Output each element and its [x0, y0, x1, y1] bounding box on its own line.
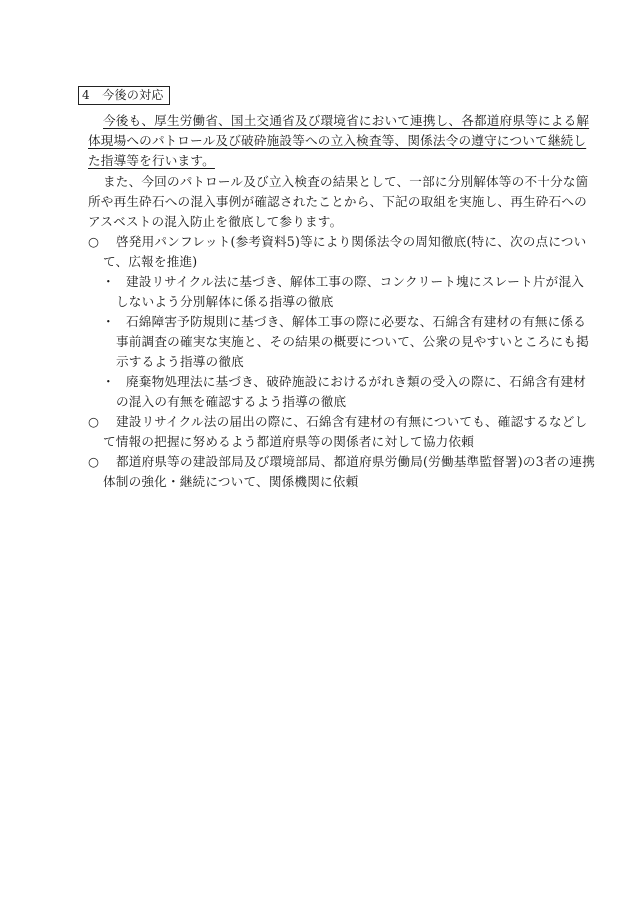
paragraph2-line-1: また、今回のパトロール及び立入検査の結果として、一部に分別解体等の不十分な箇	[103, 174, 589, 189]
subitem-1-marker: ・	[102, 274, 115, 289]
item-2-marker: ○	[88, 414, 99, 429]
subitem-2-line-1: 石綿障害予防規則に基づき、解体工事の際に必要な、石綿含有建材の有無に係る	[126, 314, 587, 329]
subitem-2-line-2: 事前調査の確実な実施と、その結果の概要について、公衆の見やすいところにも掲	[116, 334, 589, 349]
intro-line-1: 今後も、厚生労働省、国土交通省及び環境省において連携し、各都道府県等による解	[103, 113, 590, 128]
intro-line-2: 体現場へのパトロール及び破砕施設等への立入検査等、関係法令の遵守について継続し	[88, 133, 587, 148]
paragraph2-line-2: 所や再生砕石への混入事例が確認されたことから、下記の取組を実施し、再生砕石への	[88, 194, 587, 209]
paragraph2-line-3: アスベストの混入防止を徹底して参ります。	[88, 214, 343, 229]
subitem-3-marker: ・	[102, 374, 115, 389]
item-3-line-2: 体制の強化・継続について、関係機関に依頼	[103, 474, 359, 489]
subitem-2-line-3: 示するよう指導の徹底	[116, 354, 244, 369]
subitem-1-line-2: しないよう分別解体に係る指導の徹底	[116, 294, 334, 309]
intro-line-3: た指導等を行います。	[88, 153, 215, 168]
item-2-line-2: て情報の把握に努めるよう都道府県等の関係者に対して協力依頼	[103, 434, 475, 449]
subitem-2-marker: ・	[102, 314, 115, 329]
section-heading: 4 今後の対応	[78, 86, 170, 105]
item-2-line-1: 建設リサイクル法の届出の際に、石綿含有建材の有無についても、確認するなどし	[116, 414, 588, 429]
item-3-marker: ○	[88, 454, 99, 469]
item-1-line-2: て、広報を推進)	[103, 254, 198, 269]
item-1-line-1: 啓発用パンフレット(参考資料5)等により関係法令の周知徹底(特に、次の点につい	[116, 234, 587, 249]
subitem-1-line-1: 建設リサイクル法に基づき、解体工事の際、コンクリート塊にスレート片が混入	[126, 274, 585, 289]
subitem-3-line-1: 廃棄物処理法に基づき、破砕施設におけるがれき類の受入の際に、石綿含有建材	[126, 374, 587, 389]
item-3-line-1: 都道府県等の建設部局及び環境部局、都道府県労働局(労働基準監督署)の3者の連携	[116, 454, 596, 469]
item-1-marker: ○	[88, 234, 99, 249]
subitem-3-line-2: の混入の有無を確認するよう指導の徹底	[116, 394, 347, 409]
